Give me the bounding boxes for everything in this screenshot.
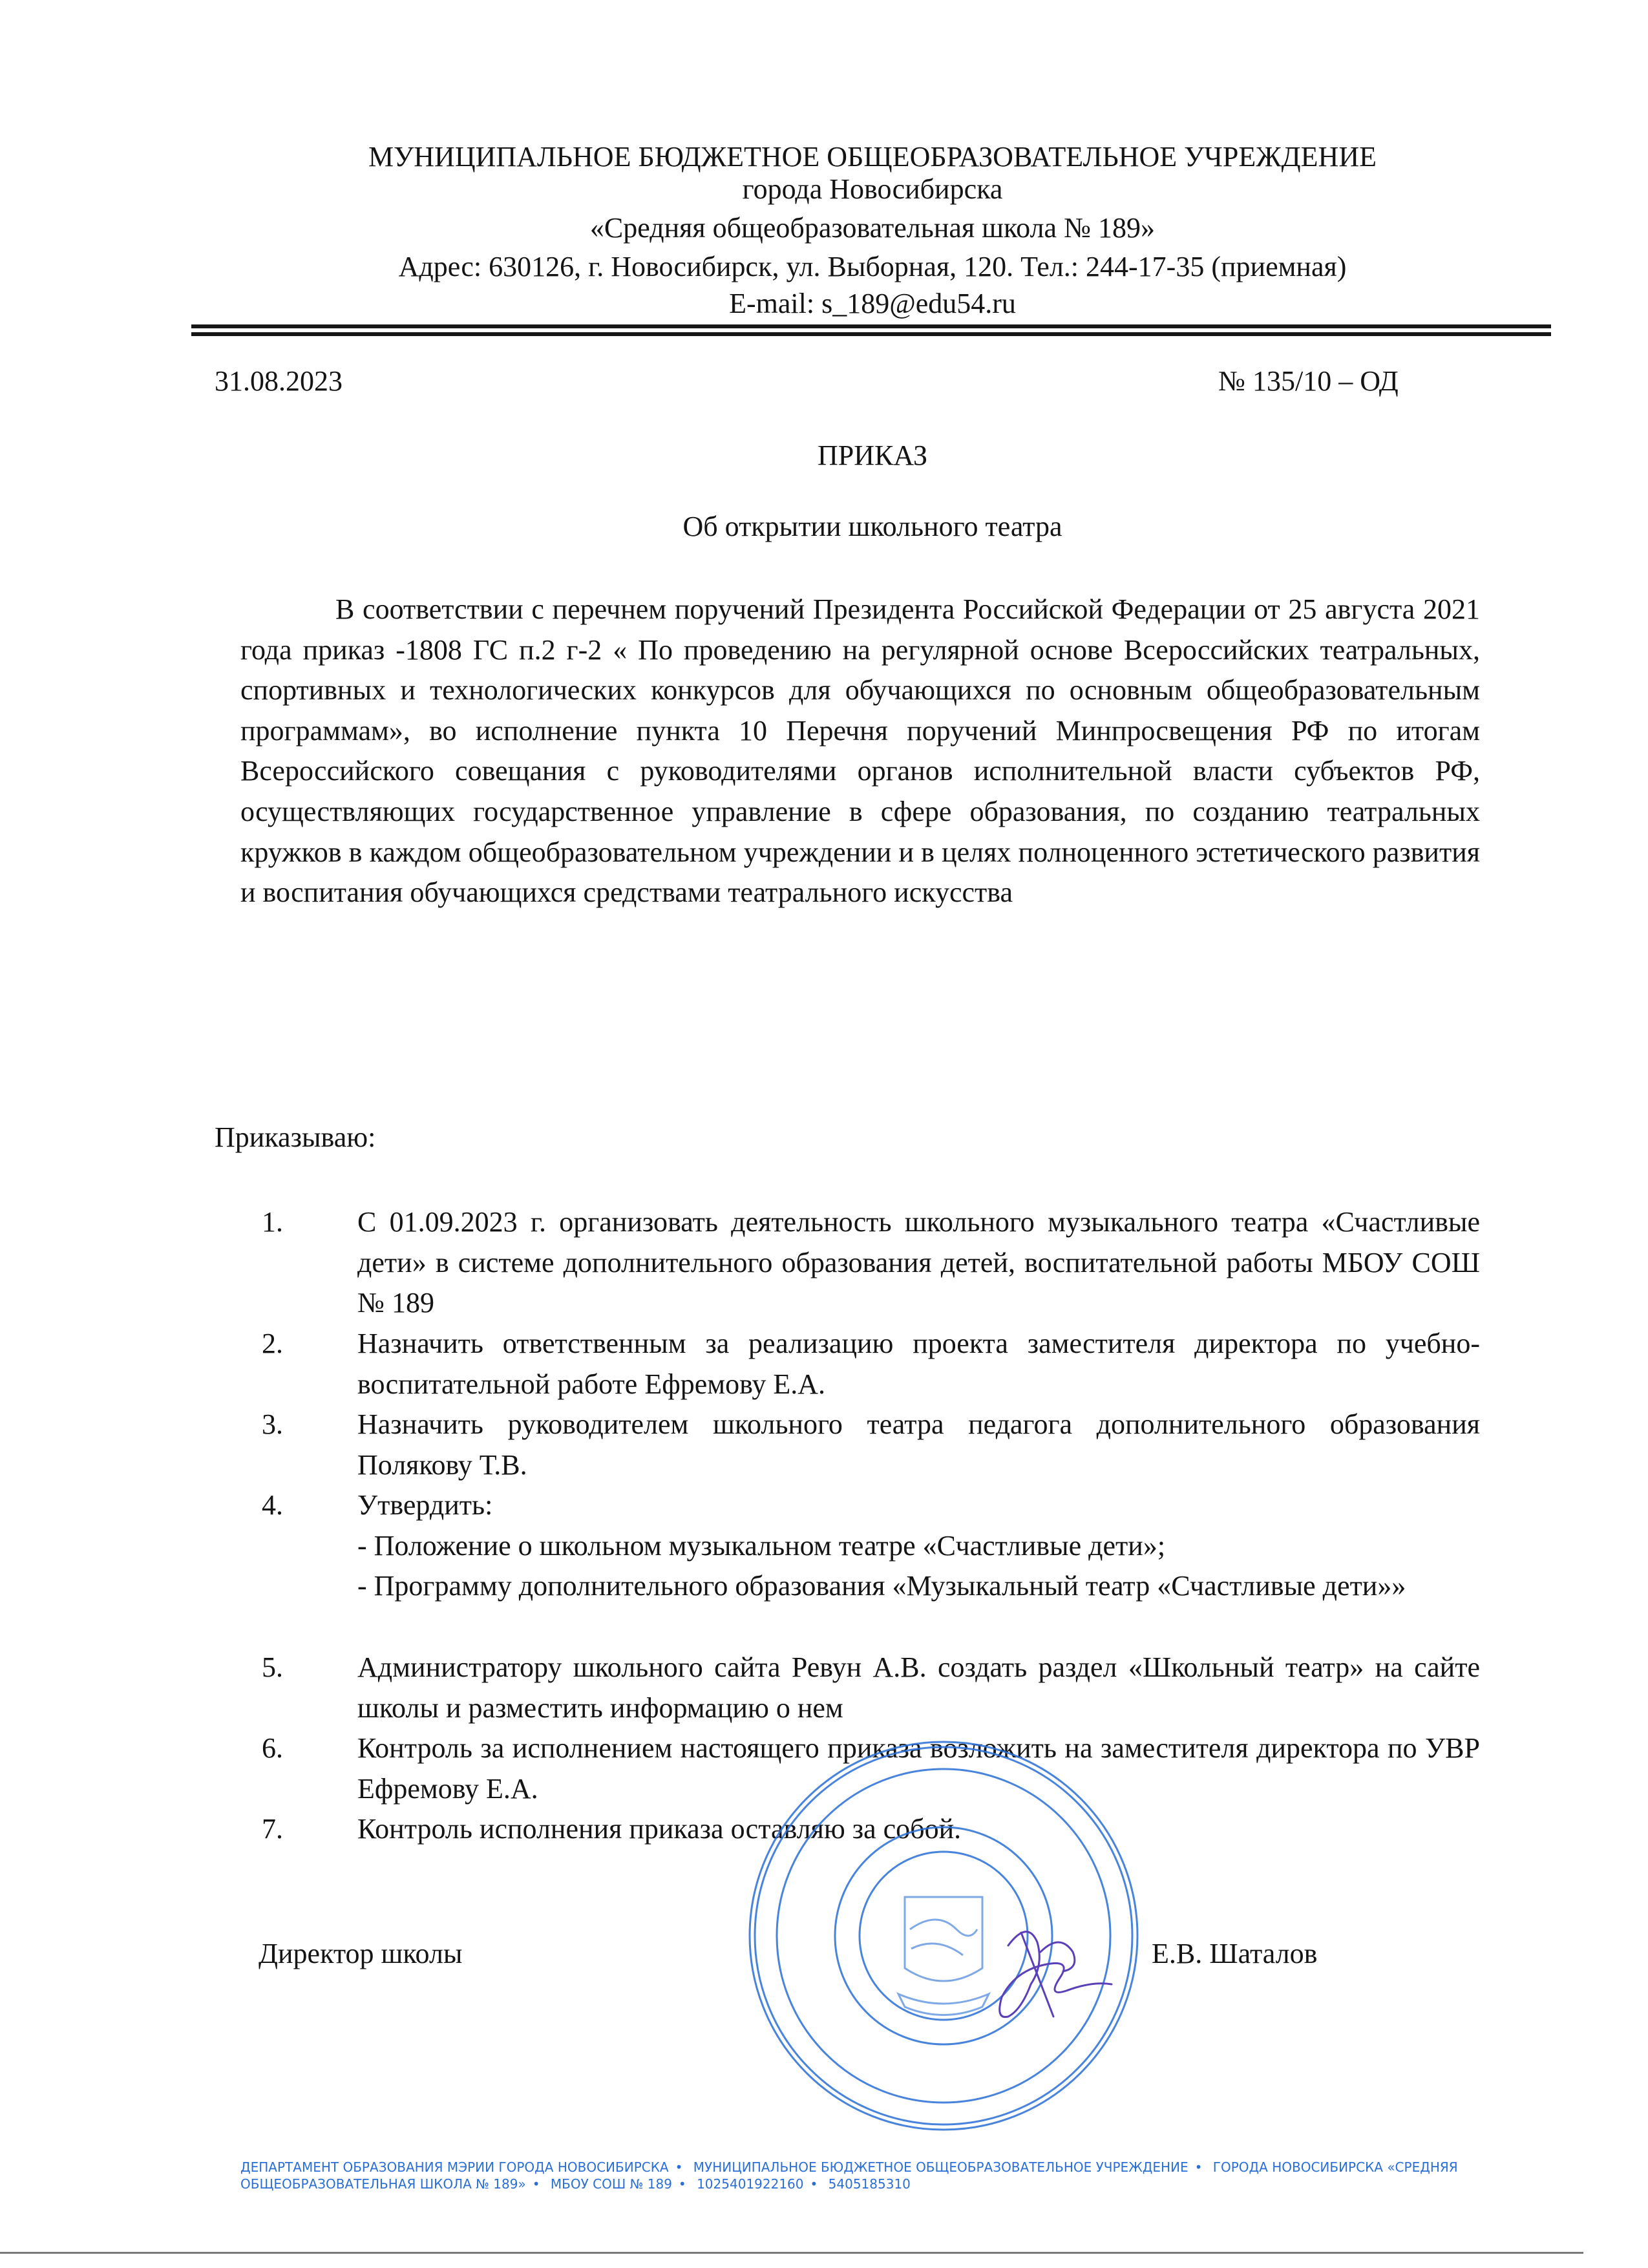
order-item-number: 4.: [262, 1489, 283, 1521]
order-item: [239, 1728, 1480, 1809]
order-item-number: 5.: [262, 1651, 283, 1683]
document-type: ПРИКАЗ: [817, 440, 928, 471]
order-subitem: - Программу дополнительного образования «Музыкальный театр «Счастливые дети»»: [357, 1570, 1406, 1602]
order-item: [239, 1324, 1480, 1404]
org-address: Адрес: 630126, г. Новосибирск, ул. Выборная, 120. Тел.: 244-17-35 (приемная): [398, 251, 1347, 282]
order-item-text: Назначить руководителем школьного театра педагога дополнительного образования Полякову Т.В.: [357, 1408, 1480, 1481]
handwritten-signature-icon: [982, 1907, 1137, 2036]
document-title: Об открытии школьного театра: [682, 511, 1062, 542]
scan-edge-line: [0, 2252, 1583, 2254]
signatory-role: Директор школы: [259, 1938, 463, 1969]
seal-inn-text: 5405185310: [828, 2176, 911, 2192]
order-item-number: 7.: [262, 1813, 283, 1845]
org-city: города Новосибирска: [742, 173, 1003, 205]
seal-inner-text: ГОРОДА НОВОСИБИРСКА «СРЕДНЯЯ ОБЩЕОБРАЗОВАТЕЛЬНАЯ ШКОЛА № 189»: [240, 2159, 1458, 2192]
order-item-number: 6.: [262, 1732, 283, 1764]
header-divider-bottom: [191, 332, 1551, 336]
order-item-text: С 01.09.2023 г. организовать деятельность школьного музыкального театра «Счастливые дети» в системе дополнительного образования детей, воспитательной работы МБОУ СОШ № 189: [357, 1206, 1480, 1319]
seal-abbr-text: МБОУ СОШ № 189: [550, 2176, 672, 2192]
seal-middle-text: МУНИЦИПАЛЬНОЕ БЮДЖЕТНОЕ ОБЩЕОБРАЗОВАТЕЛЬНОЕ УЧРЕЖДЕНИЕ: [693, 2159, 1188, 2175]
header-divider-top: [191, 324, 1551, 328]
seal-ring: [860, 1852, 1028, 2020]
order-item: [239, 1809, 1480, 1850]
order-item-text: Администратору школьного сайта Ревун А.В. создать раздел «Школьный театр» на сайте школы и разместить информацию о нем: [357, 1651, 1480, 1724]
order-item-text: Назначить ответственным за реализацию проекта заместителя директора по учебно-воспитательной работе Ефремову Е.А.: [357, 1328, 1480, 1400]
order-item-number: 3.: [262, 1408, 283, 1440]
order-word: Приказываю:: [215, 1121, 376, 1153]
order-date: 31.08.2023: [215, 365, 343, 397]
org-email: E-mail: s_189@edu54.ru: [729, 288, 1016, 319]
order-item-number: 1.: [262, 1206, 283, 1238]
order-item: [239, 1485, 1480, 1607]
order-number: № 135/10 – ОД: [1218, 365, 1399, 397]
order-item-text: Контроль исполнения приказа оставляю за собой.: [357, 1813, 962, 1845]
order-item-number: 2.: [262, 1328, 283, 1359]
seal-outer-text: ДЕПАРТАМЕНТ ОБРАЗОВАНИЯ МЭРИИ ГОРОДА НОВОСИБИРСКА: [240, 2159, 669, 2175]
order-item-text: Утвердить:: [357, 1489, 493, 1521]
seal-ogrn-text: 1025401922160: [697, 2176, 804, 2192]
preamble-paragraph: В соответствии с перечнем поручений Президента Российской Федерации от 25 августа 2021 года приказ -1808 ГС п.2 г-2 « По проведению на регулярной основе Всероссийских театральных, спортивных и технологических конкурсов для обучающихся по основным общеобразовательным программам», во исполнение пункта 10 Перечня поручений Минпросвещения РФ по итогам Всероссийского совещания с руководителями органов исполнительной власти субъектов РФ, осуществляющих государственное управление в сфере образования, по созданию театральных кружков в каждом общеобразовательном учреждении и в целях полноценного эстетического развития и воспитания обучающихся средствами театрального искусства: [240, 593, 1480, 909]
signatory-name: Е.В. Шаталов: [1152, 1938, 1318, 1969]
seal-text-legend: ДЕПАРТАМЕНТ ОБРАЗОВАНИЯ МЭРИИ ГОРОДА НОВОСИБИРСКА • МУНИЦИПАЛЬНОЕ БЮДЖЕТНОЕ ОБЩЕОБРАЗОВАТЕЛЬНОЕ УЧРЕЖДЕНИЕ • ГОРОДА НОВОСИБИРСКА «СРЕДНЯЯ ОБЩЕОБРАЗОВАТЕЛЬНАЯ ШКОЛА № 189» • МБОУ СОШ № 189 • 1025401922160 • 5405185310: [240, 2159, 1458, 2192]
order-subitem: - Положение о школьном музыкальном театре «Счастливые дети»;: [357, 1529, 1166, 1562]
coat-of-arms-icon: [898, 1897, 989, 2015]
order-item: [239, 1648, 1480, 1728]
order-item: [239, 1404, 1480, 1485]
order-item-text: Контроль за исполнением настоящего приказа возложить на заместителя директора по УВР Ефремову Е.А.: [357, 1732, 1480, 1805]
org-name: МУНИЦИПАЛЬНОЕ БЮДЖЕТНОЕ ОБЩЕОБРАЗОВАТЕЛЬНОЕ УЧРЕЖДЕНИЕ: [368, 141, 1377, 173]
school-name: «Средняя общеобразовательная школа № 189»: [589, 212, 1156, 244]
order-item: [239, 1202, 1480, 1324]
seal-ring: [835, 1827, 1052, 2044]
